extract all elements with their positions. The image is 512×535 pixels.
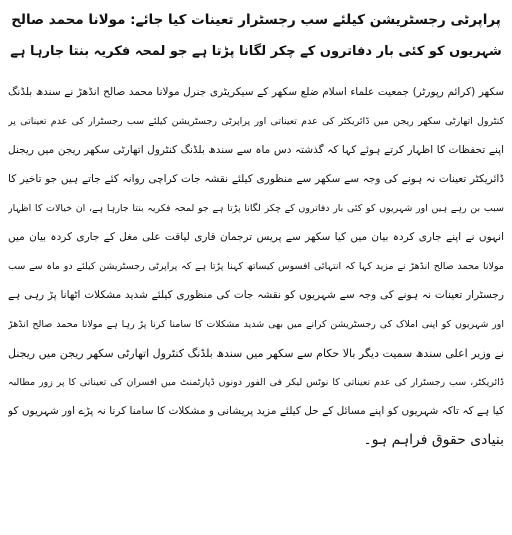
body-line: سبب بن رہے ہیں اور شہریوں کو کئی بار دفاتروں کے چکر لگانا پڑتا ہے جو لمحہ فکریہ بنتا جارہا ہے، ان خیالات کا اظہار bbox=[8, 203, 504, 214]
body-line: اور شہریوں کو اپنی املاک کی رجسٹریشن کرانے میں بھی شدید مشکلات کا سامنا کرنا پڑ رہا ہے مولانا محمد صالح انڈھڑ bbox=[8, 319, 504, 330]
body-line: بنیادی حقوق فراہم ہو۔ bbox=[363, 432, 504, 448]
body-line: ڈائریکٹر، سب رجسٹرار کی عدم تعیناتی کا نوٹس لیکر فی الفور دونوں ڈپارٹمنٹ میں افسران کی تعیناتی کا پر زور مطالبہ bbox=[8, 377, 504, 388]
body-line: رجسٹرار تعینات نہ ہونے کی وجہ سے شہریوں کو نقشہ جات کی منظوری کیلئے شدید مشکلات اٹھانا پڑ رہی ہے bbox=[8, 289, 504, 301]
body-line: کنٹرول اتھارٹی سکھر ریجن میں ڈائریکٹر کی عدم تعیناتی اور پراپرٹی رجسٹریشن کیلئے سب رجسٹرار کی عدم تعیناتی پر bbox=[8, 116, 504, 127]
article-body bbox=[8, 78, 504, 455]
body-line: ڈائریکٹر تعینات نہ ہونے کی وجہ سے سکھر سے منظوری کیلئے نقشہ جات کراچی روانہ کئے جاتے ہیں جو تاخیر کا bbox=[8, 173, 504, 185]
article-headline: پراپرٹی رجسٹریشن کیلئے سب رجسٹرار تعینات کیا جائے: مولانا محمد صالح bbox=[11, 12, 501, 28]
body-line: سکھر (کرائم رپورٹر) جمعیت علماء اسلام ضلع سکھر کے سیکریٹری جنرل مولانا محمد صالح انڈھڑ نے سندھ بلڈنگ bbox=[8, 86, 504, 98]
body-line: انہوں نے اپنے جاری کردہ بیان میں کیا سکھر سے پریس ترجمان قاری لیاقت علی مغل کے جاری کردہ بیان میں bbox=[8, 231, 504, 243]
body-line: کیا ہے کہ تاکہ شہریوں کو اپنے مسائل کے حل کیلئے مزید پریشانی و مشکلات کا سامنا کرنا نہ پڑے اور شہریوں کو bbox=[8, 405, 504, 417]
body-line: اپنے تحفظات کا اظہار کرتے ہوئے کہا کہ گذشتہ دس ماہ سے سندھ بلڈنگ کنٹرول اتھارٹی سکھر ریجن میں ریجنل bbox=[8, 144, 504, 156]
body-line: مولانا محمد صالح انڈھڑ نے مزید کہا کہ انتہائی افسوس کیساتھ کہنا پڑتا ہے کہ پراپرٹی رجسٹریشن کیلئے دو ماہ سے سب bbox=[8, 261, 504, 272]
body-line: نے وزیر اعلی سندھ سمیت دیگر بالا حکام سے سکھر میں سندھ بلڈنگ کنٹرول اتھارٹی سکھر ریجن میں ریجنل bbox=[8, 347, 504, 360]
article-subheadline: شہریوں کو کئی بار دفاتروں کے چکر لگانا پڑتا ہے جو لمحہ فکریہ بنتا جارہا ہے bbox=[10, 44, 502, 59]
